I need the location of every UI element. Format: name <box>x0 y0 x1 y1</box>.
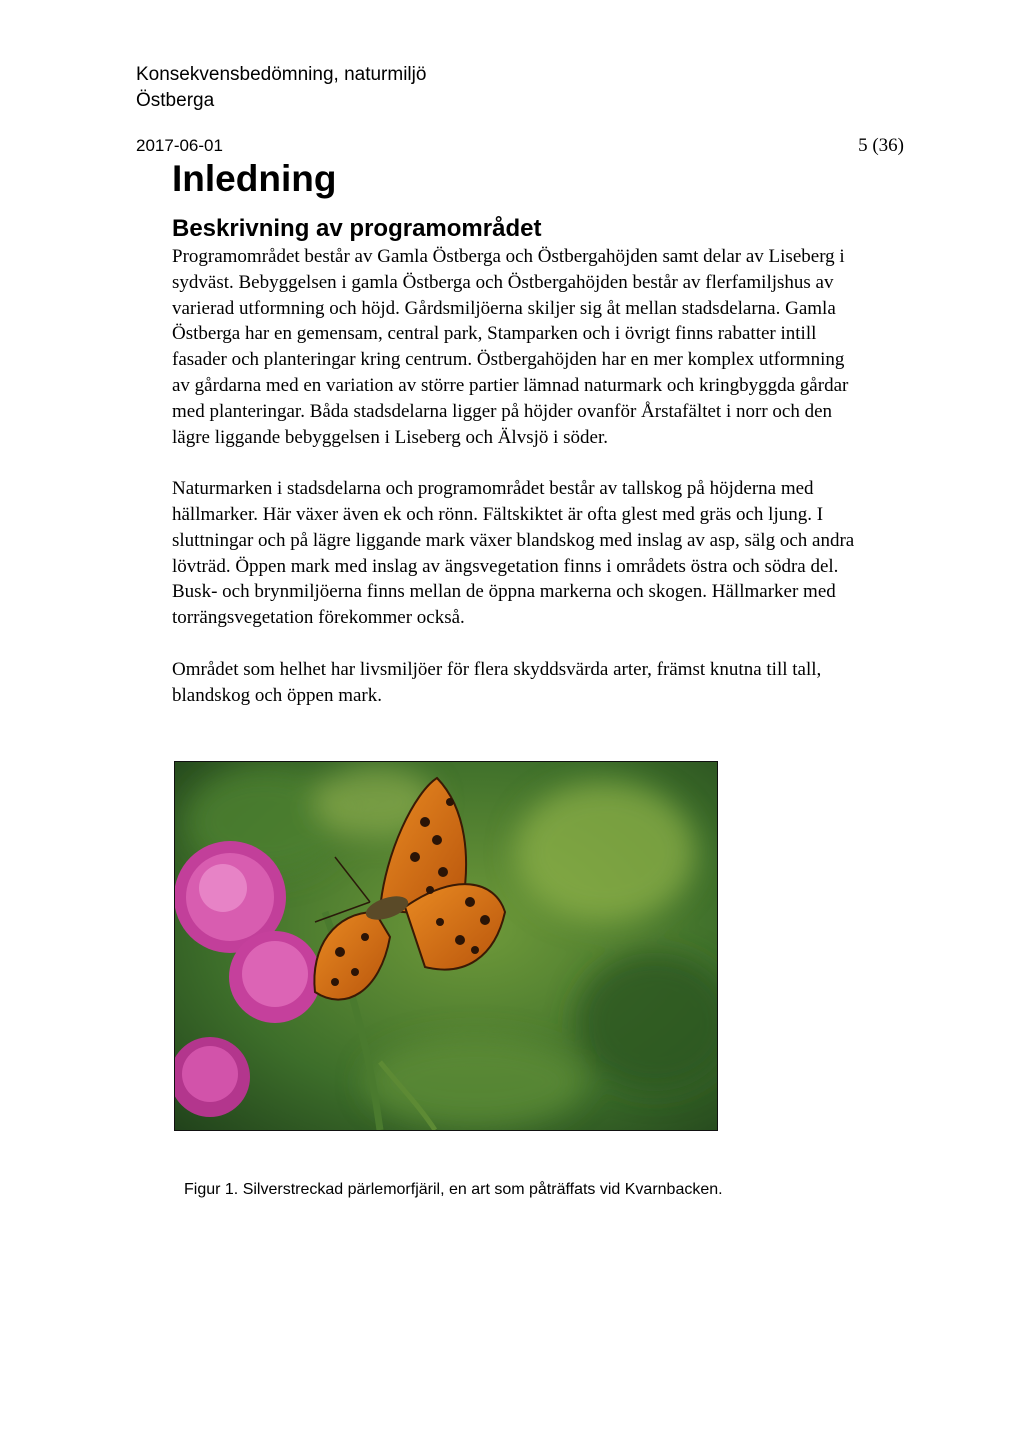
paragraph-3: Området som helhet har livsmiljöer för flera skyddsvärda arter, främst knutna till tall, blandskog och öppen mark. <box>172 658 822 706</box>
document-date: 2017-06-01 <box>136 136 223 155</box>
paragraph-1: Programområdet består av Gamla Östberga och Östbergahöjden samt delar av Liseberg i sydväst. Bebyggelsen i gamla Östberga och Östbergahöjden består av flerfamiljshus av varierad utformning och höjd. Gårdsmiljöerna skiljer sig åt mellan stadsdelarna. Gamla Östberga har en gemensam, central park, Stamparken och i övrigt finns rabatter intill fasader och planteringar kring centrum. Östbergahöjden har en mer komplex utformning av gårdarna med en variation av större partier lämnad naturmark och kringbyggda gårdar med planteringar. Båda stadsdelarna ligger på höjder ovanför Årstafältet i norr och den lägre liggande bebyggelsen i Liseberg och Älvsjö i söder. <box>172 246 849 448</box>
section-subtitle: Beskrivning av programområdet <box>172 215 542 242</box>
main-content <box>172 152 862 708</box>
header-title: Konsekvensbedömning, naturmiljö <box>136 64 427 85</box>
butterfly-photo <box>174 761 718 1131</box>
paragraph-2: Naturmarken i stadsdelarna och programområdet består av tallskog på höjderna med hällmarker. Här växer även ek och rönn. Fältskiktet är ofta glest med gräs och ljung. I sluttningar och på lägre liggande mark växer blandskog med inslag av asp, sälg och andra lövträd. Öppen mark med inslag av ängsvegetation finns i områdets östra och södra del. Busk- och brynmiljöerna finns mellan de öppna markerna och skogen. Hällmarker med torrängsvegetation förekommer också. <box>172 478 855 629</box>
header-subtitle: Östberga <box>136 90 215 111</box>
page-number: 5 (36) <box>858 135 904 156</box>
section-title: Inledning <box>172 158 337 199</box>
document-header <box>136 62 426 114</box>
figure-caption: Figur 1. Silverstreckad pärlemorfjäril, en art som påträffats vid Kvarnbacken. <box>184 1181 723 1198</box>
